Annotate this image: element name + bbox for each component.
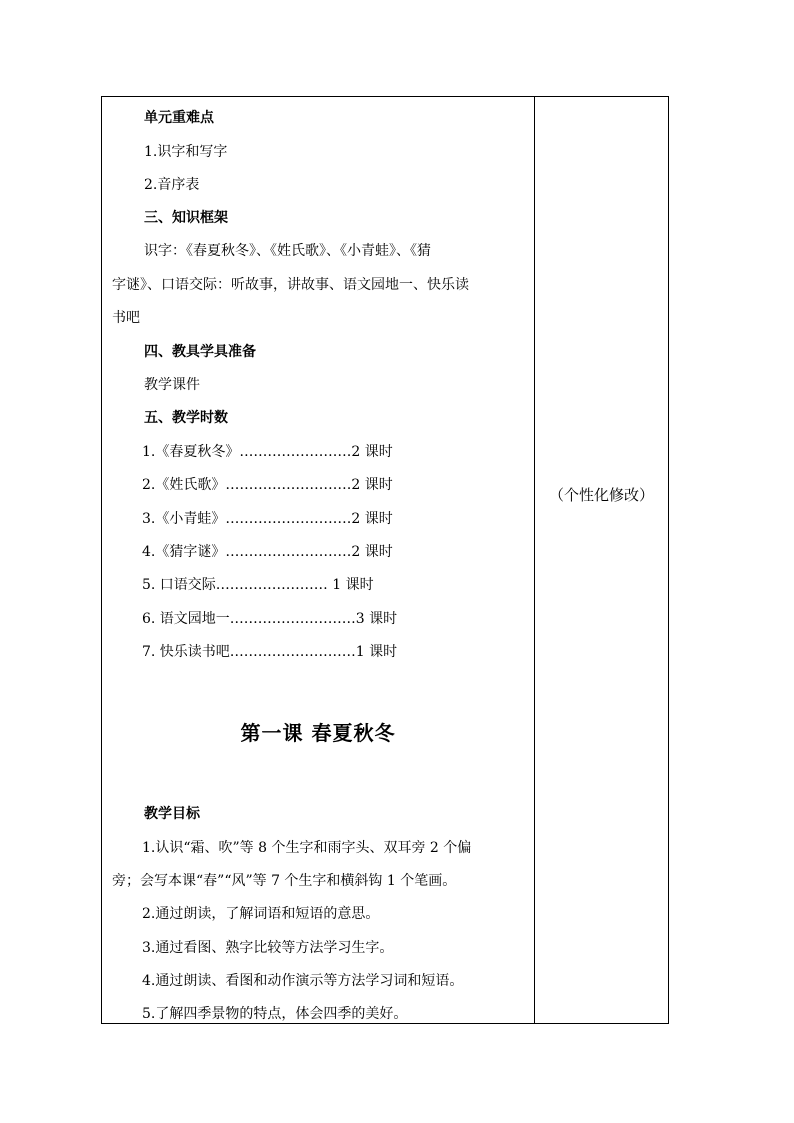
- hours-item: 1.《春夏秋冬》……………………2 课时: [142, 444, 393, 460]
- goals-heading: 教学目标: [144, 806, 200, 822]
- key-point-1: 1.识字和写字: [144, 144, 228, 160]
- goal-3: 3.通过看图、熟字比较等方法学习生字。: [142, 940, 394, 956]
- goal-5: 5.了解四季景物的特点，体会四季的美好。: [142, 1006, 408, 1022]
- goal-4: 4.通过朗读、看图和动作演示等方法学习词和短语。: [142, 973, 464, 989]
- hours-heading: 五、教学时数: [144, 410, 228, 426]
- goal-2: 2.通过朗读，了解词语和短语的意思。: [142, 906, 380, 922]
- unit-key-points-heading: 单元重难点: [144, 110, 214, 126]
- key-point-2: 2.音序表: [144, 177, 200, 193]
- personalized-edit-note: （个性化修改）: [548, 486, 654, 504]
- lesson-plan-table: [101, 96, 669, 1024]
- content-cell: [102, 97, 534, 1023]
- hours-item: 3.《小青蛙》………………………2 课时: [142, 511, 393, 527]
- framework-line-2: 字谜》、口语交际：听故事，讲故事、语文园地一、快乐读: [112, 277, 469, 293]
- notes-cell: [535, 97, 668, 1023]
- goal-1a: 1.认识“霜、吹”等 8 个生字和雨字头、双耳旁 2 个偏: [142, 840, 472, 856]
- framework-heading: 三、知识框架: [144, 210, 228, 226]
- tools-heading: 四、教具学具准备: [144, 344, 256, 360]
- framework-line-1: 识字：《春夏秋冬》、《姓氏歌》、《小青蛙》、《猜: [144, 243, 431, 259]
- hours-item: 2.《姓氏歌》………………………2 课时: [142, 477, 393, 493]
- hours-item: 7. 快乐读书吧………………………1 课时: [142, 644, 398, 660]
- lesson-title: 第一课 春夏秋冬: [240, 721, 396, 745]
- framework-line-3: 书吧: [112, 310, 140, 326]
- goal-1b: 旁；会写本课“春”“风”等 7 个生字和横斜钩 1 个笔画。: [112, 873, 457, 889]
- tools-text: 教学课件: [144, 377, 200, 393]
- hours-item: 4.《猜字谜》………………………2 课时: [142, 544, 393, 560]
- hours-item: 6. 语文园地一………………………3 课时: [142, 611, 398, 627]
- hours-item: 5. 口语交际…………………… 1 课时: [142, 577, 374, 593]
